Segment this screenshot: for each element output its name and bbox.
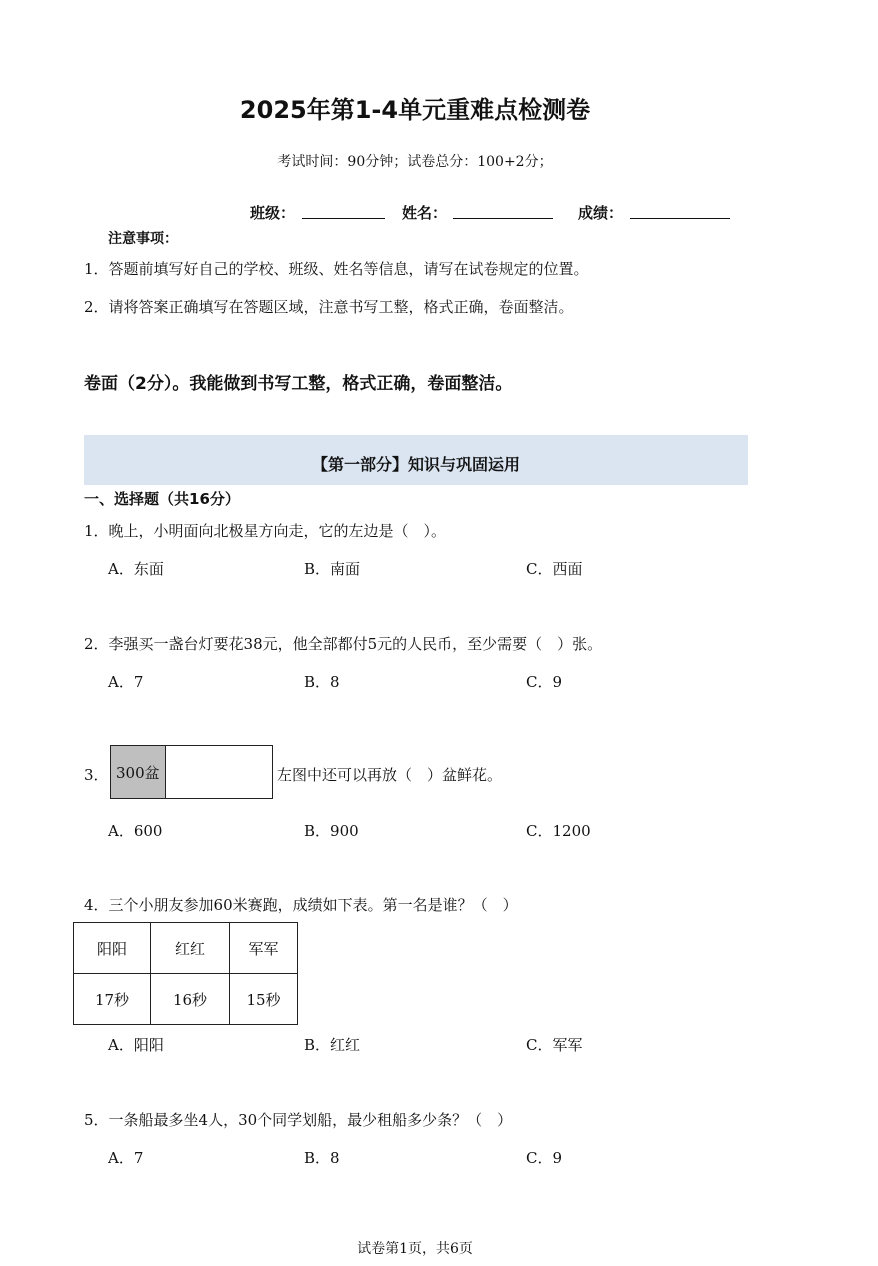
question-3-option-b[interactable]: B．900 [304,822,359,840]
question-2-text: 2．李强买一盏台灯要花38元，他全部都付5元的人民币，至少需要（ ）张。 [84,635,603,653]
part1-banner-title: 【第一部分】知识与巩固运用 [311,455,520,474]
race-results-table [73,922,298,1025]
notes-heading: 注意事项： [108,231,178,247]
question-5-option-c[interactable]: C．9 [526,1149,563,1167]
neatness-statement: 卷面（2分）。我能做到书写工整，格式正确，卷面整洁。 [84,374,513,394]
question-2-option-b[interactable]: B．8 [304,673,340,691]
table-cell-time: 17秒 [74,974,151,1025]
question-3-text: 左图中还可以再放（ ）盆鲜花。 [277,766,503,784]
table-cell-time: 16秒 [151,974,230,1025]
page-footer: 试卷第1页，共6页 [357,1241,473,1257]
table-cell-name: 军军 [230,923,298,974]
note-item-2: 2．请将答案正确填写在答题区域，注意书写工整，格式正确，卷面整洁。 [84,298,574,316]
question-4-option-a[interactable]: A．阳阳 [108,1036,164,1054]
name-label: 姓名： [402,204,448,222]
table-cell-name: 阳阳 [74,923,151,974]
class-field[interactable] [302,218,385,219]
note-item-1: 1．答题前填写好自己的学校、班级、姓名等信息，请写在试卷规定的位置。 [84,260,589,278]
question-1-option-b[interactable]: B．南面 [304,560,361,578]
question-2-option-a[interactable]: A．7 [108,673,144,691]
question-1-option-a[interactable]: A．东面 [108,560,164,578]
table-cell-time: 15秒 [230,974,298,1025]
question-2-option-c[interactable]: C．9 [526,673,563,691]
question-1-text: 1．晚上，小明面向北极星方向走，它的左边是（ ）。 [84,522,447,540]
question-5-option-b[interactable]: B．8 [304,1149,340,1167]
question-4-text: 4．三个小朋友参加60米赛跑，成绩如下表。第一名是谁？（ ） [84,896,518,914]
section-heading: 一、选择题（共16分） [84,490,240,508]
question-1-option-c[interactable]: C．西面 [526,560,583,578]
table-row [74,923,298,974]
flower-pot-diagram [110,745,273,799]
exam-subtitle: 考试时间：90分钟；试卷总分：100+2分； [277,154,553,170]
table-row [74,974,298,1025]
exam-title: 2025年第1-4单元重难点检测卷 [239,96,591,124]
name-field[interactable] [453,218,553,219]
score-label: 成绩： [578,204,624,222]
question-5-option-a[interactable]: A．7 [108,1149,144,1167]
class-label: 班级： [250,204,296,222]
question-4-option-b[interactable]: B．红红 [304,1036,361,1054]
question-5-text: 5．一条船最多坐4人，30个同学划船，最少租船多少条？（ ） [84,1111,513,1129]
question-4-option-c[interactable]: C．军军 [526,1036,583,1054]
score-field[interactable] [630,218,730,219]
question-3-option-a[interactable]: A．600 [108,822,163,840]
question-3-number: 3． [84,766,109,784]
question-3-option-c[interactable]: C．1200 [526,822,591,840]
diagram-label: 300盆 [116,764,160,782]
table-cell-name: 红红 [151,923,230,974]
